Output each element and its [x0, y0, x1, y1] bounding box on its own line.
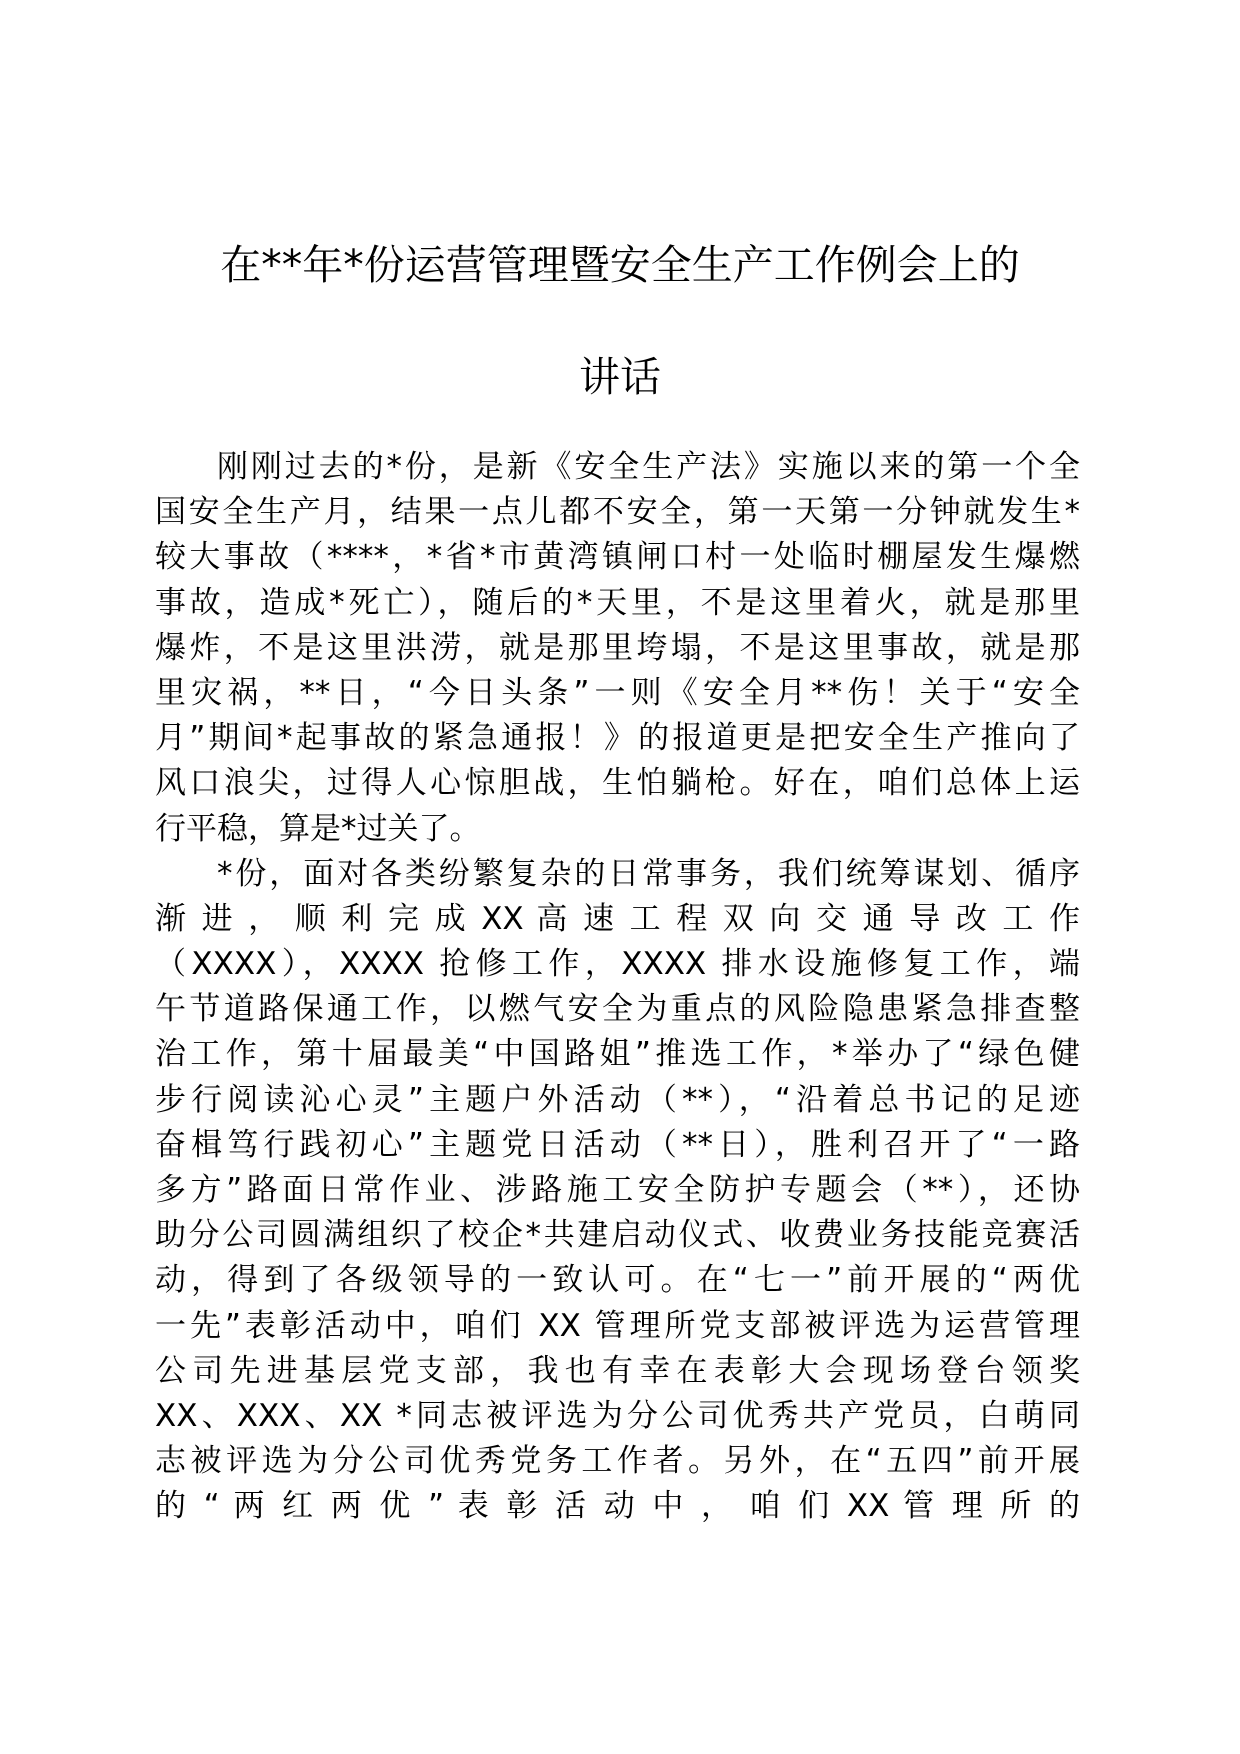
paragraph-line: 国安全生产月，结果一点儿都不安全，第一天第一分钟就发生* — [155, 494, 1080, 531]
paragraph-2 — [155, 852, 1080, 1530]
document-title-line-1: 在**年*份运营管理暨安全生产工作例会上的 — [220, 241, 1020, 289]
paragraph-line: *份，面对各类纷繁复杂的日常事务，我们统筹谋划、循序 — [217, 855, 1080, 892]
document-title-line-2: 讲话 — [579, 353, 661, 401]
paragraph-line: 助分公司圆满组织了校企*共建启动仪式、收费业务技能竞赛活 — [155, 1217, 1080, 1254]
paragraph-line: 风口浪尖，过得人心惊胆战，生怕躺枪。好在，咱们总体上运 — [155, 765, 1080, 802]
paragraph-line: （XXXX），XXXX 抢修工作，XXXX 排水设施修复工作，端 — [155, 946, 1080, 983]
paragraph-line: 行平稳，算是*过关了。 — [155, 810, 481, 847]
paragraph-line: 步行阅读沁心灵”主题户外活动（**），“沿着总书记的足迹 — [155, 1081, 1080, 1118]
paragraph-line: 刚刚过去的*份，是新《安全生产法》实施以来的第一个全 — [217, 449, 1080, 485]
paragraph-line: 里灾祸，**日，“今日头条”一则《安全月**伤！关于“安全 — [155, 674, 1080, 711]
paragraph-line: XX、XXX、XX *同志被评选为分公司优秀共产党员，白萌同 — [155, 1397, 1080, 1434]
paragraph-line: 较大事故（****，*省*市黄湾镇闸口村一处临时棚屋发生爆燃 — [155, 539, 1080, 576]
paragraph-line: 午节道路保通工作，以燃气安全为重点的风险隐患紧急排查整 — [155, 991, 1080, 1028]
paragraph-line: 爆炸，不是这里洪涝，就是那里垮塌，不是这里事故，就是那 — [155, 629, 1080, 666]
paragraph-line: 公司先进基层党支部，我也有幸在表彰大会现场登台领奖 — [155, 1352, 1080, 1389]
paragraph-line: 的 “ 两 红 两 优 ” 表 彰 活 动 中 ， 咱 们 XX 管 理 所 的 — [155, 1488, 1080, 1525]
paragraph-line: 事故，造成*死亡），随后的*天里，不是这里着火，就是那里 — [155, 584, 1080, 621]
document-body — [155, 445, 1080, 1530]
paragraph-line: 一先”表彰活动中，咱们 XX 管理所党支部被评选为运营管理 — [155, 1307, 1080, 1344]
paragraph-line: 奋楫笃行践初心”主题党日活动（**日），胜利召开了“一路 — [155, 1126, 1080, 1163]
paragraph-line: 多方”路面日常作业、涉路施工安全防护专题会（**），还协 — [155, 1172, 1080, 1208]
paragraph-line: 渐 进 ， 顺 利 完 成 XX 高 速 工 程 双 向 交 通 导 改 工 作 — [155, 900, 1080, 937]
paragraph-line: 治工作，第十届最美“中国路姐”推选工作，*举办了“绿色健 — [155, 1036, 1080, 1073]
paragraph-1 — [155, 445, 1080, 852]
paragraph-line: 月”期间*起事故的紧急通报！》的报道更是把安全生产推向了 — [155, 720, 1080, 757]
paragraph-line: 动，得到了各级领导的一致认可。在“七一”前开展的“两优 — [155, 1262, 1080, 1299]
paragraph-line: 志被评选为分公司优秀党务工作者。另外，在“五四”前开展 — [155, 1443, 1080, 1480]
